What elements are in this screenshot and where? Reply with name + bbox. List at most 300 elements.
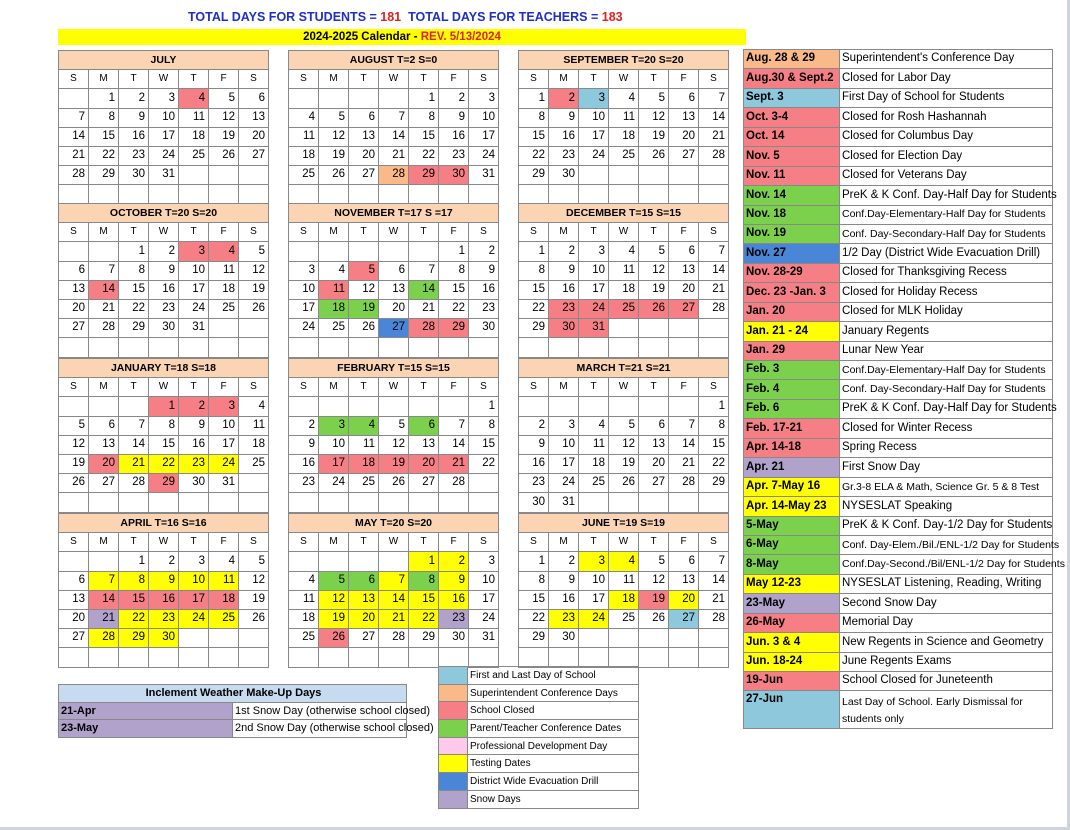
day-cell: 24: [179, 609, 209, 628]
day-cell: 2: [289, 416, 319, 435]
day-cell: 3: [549, 416, 579, 435]
day-cell: 22: [469, 454, 499, 473]
legend-swatch: [439, 684, 468, 702]
day-cell: 29: [409, 629, 439, 648]
day-cell: 30: [469, 319, 499, 338]
day-cell: 15: [699, 435, 729, 454]
day-cell: 5: [609, 416, 639, 435]
day-cell: [289, 648, 319, 667]
weekday-header: S: [59, 223, 89, 242]
day-cell: [469, 474, 499, 493]
day-cell: 18: [609, 590, 639, 609]
day-cell: 19: [639, 127, 669, 146]
day-cell: 8: [469, 416, 499, 435]
event-row: [744, 399, 1053, 418]
event-row: [744, 322, 1053, 341]
day-cell: [379, 648, 409, 667]
day-cell: [119, 397, 149, 416]
event-description: First Day of School for Students: [840, 88, 1053, 107]
day-cell: 17: [579, 127, 609, 146]
day-cell: 26: [319, 629, 349, 648]
event-description: Closed for Holiday Recess: [840, 283, 1053, 302]
day-cell: 8: [119, 261, 149, 280]
day-cell: 27: [669, 146, 699, 165]
event-description: Conf.Day-Second./Bil/ENL-1/2 Day for Students: [840, 555, 1053, 574]
day-cell: 4: [349, 416, 379, 435]
day-cell: [439, 338, 469, 357]
day-cell: [519, 648, 549, 667]
day-cell: 11: [289, 127, 319, 146]
day-cell: 20: [379, 299, 409, 318]
day-cell: [669, 166, 699, 185]
day-cell: 29: [519, 629, 549, 648]
day-cell: [179, 629, 209, 648]
day-cell: [319, 242, 349, 261]
weekday-header: F: [209, 70, 239, 89]
event-date: Feb. 17-21: [744, 419, 840, 438]
day-cell: 19: [239, 280, 269, 299]
day-cell: [409, 493, 439, 512]
day-cell: [119, 338, 149, 357]
day-cell: 7: [379, 571, 409, 590]
day-cell: [59, 185, 89, 204]
day-cell: [349, 493, 379, 512]
day-cell: 25: [319, 319, 349, 338]
day-cell: 1: [409, 89, 439, 108]
event-description: Memorial Day: [840, 613, 1053, 632]
calendar-title: [58, 29, 746, 45]
teachers-total-label: TOTAL DAYS FOR TEACHERS =: [401, 10, 602, 24]
event-date: Jan. 21 - 24: [744, 322, 840, 341]
day-cell: 1: [89, 89, 119, 108]
day-cell: 20: [669, 127, 699, 146]
event-description: June Regents Exams: [840, 652, 1053, 671]
weekday-header: T: [179, 378, 209, 397]
event-date: Apr. 14-18: [744, 438, 840, 457]
day-cell: 19: [209, 127, 239, 146]
day-cell: 1: [699, 397, 729, 416]
weekday-header: M: [319, 70, 349, 89]
day-cell: [519, 338, 549, 357]
day-cell: 16: [439, 590, 469, 609]
day-cell: [119, 493, 149, 512]
day-cell: 9: [289, 435, 319, 454]
day-cell: 4: [239, 397, 269, 416]
day-cell: 25: [179, 146, 209, 165]
event-description: PreK & K Conf. Day-1/2 Day for Students: [840, 516, 1053, 535]
day-cell: 6: [409, 416, 439, 435]
legend-swatch: [439, 667, 468, 685]
event-description: Closed for Rosh Hashannah: [840, 108, 1053, 127]
event-date: 6-May: [744, 535, 840, 554]
weekday-header: W: [149, 378, 179, 397]
day-cell: 7: [669, 416, 699, 435]
day-cell: [89, 648, 119, 667]
weekday-header: T: [409, 70, 439, 89]
day-cell: [89, 185, 119, 204]
event-row: [744, 69, 1053, 88]
day-cell: [319, 397, 349, 416]
day-cell: 3: [179, 242, 209, 261]
day-cell: 2: [439, 552, 469, 571]
day-cell: 29: [439, 319, 469, 338]
day-cell: 9: [149, 571, 179, 590]
weekday-header: S: [239, 223, 269, 242]
weekday-header: T: [579, 223, 609, 242]
weekday-header: M: [89, 533, 119, 552]
day-cell: 21: [59, 146, 89, 165]
weekday-header: F: [439, 70, 469, 89]
day-cell: [209, 185, 239, 204]
day-cell: 14: [699, 571, 729, 590]
day-cell: 4: [209, 242, 239, 261]
day-cell: [579, 629, 609, 648]
month-october: [58, 203, 269, 358]
day-cell: 7: [89, 261, 119, 280]
day-cell: 19: [349, 299, 379, 318]
day-cell: 28: [669, 474, 699, 493]
legend-row: [439, 702, 639, 720]
month-september: [518, 50, 729, 205]
day-cell: 17: [469, 127, 499, 146]
day-cell: 9: [119, 108, 149, 127]
event-row: [744, 691, 1053, 729]
weekday-header: S: [519, 378, 549, 397]
day-cell: 28: [89, 319, 119, 338]
day-cell: [289, 89, 319, 108]
day-cell: [349, 552, 379, 571]
weekday-header: F: [209, 223, 239, 242]
day-cell: 12: [59, 435, 89, 454]
event-row: [744, 224, 1053, 243]
day-cell: 8: [439, 261, 469, 280]
day-cell: 22: [89, 146, 119, 165]
day-cell: [89, 552, 119, 571]
event-date: Apr. 7-May 16: [744, 477, 840, 496]
day-cell: 11: [209, 261, 239, 280]
event-row: [744, 166, 1053, 185]
day-cell: [349, 648, 379, 667]
day-cell: [519, 185, 549, 204]
day-cell: [609, 397, 639, 416]
day-cell: 5: [379, 416, 409, 435]
day-cell: 20: [639, 454, 669, 473]
day-cell: 25: [209, 609, 239, 628]
day-cell: 13: [349, 127, 379, 146]
day-cell: 27: [239, 146, 269, 165]
day-cell: 10: [579, 108, 609, 127]
day-cell: [209, 166, 239, 185]
day-cell: 18: [579, 454, 609, 473]
event-date: Nov. 27: [744, 244, 840, 263]
day-cell: 11: [609, 108, 639, 127]
day-cell: [639, 648, 669, 667]
weekday-header: M: [319, 378, 349, 397]
makeup-days-table: [58, 684, 434, 738]
day-cell: 8: [89, 108, 119, 127]
day-cell: [639, 185, 669, 204]
event-row: [744, 380, 1053, 399]
day-cell: [409, 338, 439, 357]
day-cell: 9: [519, 435, 549, 454]
day-cell: 23: [469, 299, 499, 318]
day-cell: 22: [519, 609, 549, 628]
day-cell: [639, 629, 669, 648]
day-cell: [639, 493, 669, 512]
day-cell: 21: [89, 299, 119, 318]
weekday-header: T: [349, 378, 379, 397]
weekday-header: T: [179, 533, 209, 552]
weekday-header: T: [639, 70, 669, 89]
day-cell: 8: [409, 571, 439, 590]
day-cell: 23: [439, 146, 469, 165]
day-cell: [609, 648, 639, 667]
day-cell: 24: [179, 299, 209, 318]
day-cell: 25: [209, 299, 239, 318]
day-cell: [89, 493, 119, 512]
day-cell: 6: [669, 89, 699, 108]
event-date: Feb. 3: [744, 361, 840, 380]
weekday-header: S: [59, 70, 89, 89]
day-cell: 13: [59, 280, 89, 299]
day-cell: [239, 166, 269, 185]
day-cell: 5: [639, 552, 669, 571]
weekday-header: T: [349, 533, 379, 552]
color-legend: [438, 666, 639, 809]
day-cell: 1: [149, 397, 179, 416]
event-row: [744, 574, 1053, 593]
day-cell: [469, 648, 499, 667]
day-cell: 21: [89, 609, 119, 628]
day-cell: 16: [549, 280, 579, 299]
weekday-header: W: [609, 70, 639, 89]
weekday-header: S: [519, 70, 549, 89]
day-cell: [179, 338, 209, 357]
day-cell: 26: [639, 146, 669, 165]
weekday-header: S: [699, 378, 729, 397]
day-cell: 13: [239, 108, 269, 127]
day-cell: 3: [209, 397, 239, 416]
event-row: [744, 205, 1053, 224]
day-cell: [319, 185, 349, 204]
day-cell: 11: [289, 590, 319, 609]
day-cell: 11: [179, 108, 209, 127]
event-row: [744, 477, 1053, 496]
day-cell: [59, 89, 89, 108]
weekday-header: T: [409, 223, 439, 242]
calendar-title-text: 2024-2025 Calendar -: [303, 31, 421, 43]
day-cell: 24: [579, 299, 609, 318]
day-cell: 17: [579, 590, 609, 609]
day-cell: 31: [549, 493, 579, 512]
event-date: 26-May: [744, 613, 840, 632]
day-cell: 10: [469, 108, 499, 127]
day-cell: [89, 397, 119, 416]
day-cell: 1: [469, 397, 499, 416]
day-cell: 29: [409, 166, 439, 185]
day-cell: [609, 319, 639, 338]
day-cell: 14: [699, 261, 729, 280]
day-cell: 13: [669, 571, 699, 590]
month-may: [288, 513, 499, 668]
day-cell: 14: [379, 127, 409, 146]
event-description: 1/2 Day (District Wide Evacuation Drill): [840, 244, 1053, 263]
day-cell: 5: [639, 242, 669, 261]
day-cell: [239, 319, 269, 338]
weekday-header: T: [639, 223, 669, 242]
day-cell: [349, 397, 379, 416]
day-cell: [699, 629, 729, 648]
day-cell: [609, 629, 639, 648]
day-cell: 4: [209, 552, 239, 571]
day-cell: 9: [469, 261, 499, 280]
month-title: APRIL T=16 S=16: [59, 514, 269, 533]
event-row: [744, 516, 1053, 535]
day-cell: [609, 185, 639, 204]
day-cell: 12: [379, 435, 409, 454]
event-description: Closed for Winter Recess: [840, 419, 1053, 438]
day-cell: 20: [59, 299, 89, 318]
event-description: Conf. Day-Elem./Bil./ENL-1/2 Day for Students: [840, 535, 1053, 554]
day-cell: 21: [409, 299, 439, 318]
day-cell: 13: [669, 108, 699, 127]
event-description: PreK & K Conf. Day-Half Day for Students: [840, 399, 1053, 418]
weekday-header: M: [319, 533, 349, 552]
day-cell: 3: [469, 89, 499, 108]
day-cell: 2: [119, 89, 149, 108]
event-description: Spring Recess: [840, 438, 1053, 457]
day-cell: 27: [669, 299, 699, 318]
day-cell: [59, 338, 89, 357]
day-cell: [609, 338, 639, 357]
day-cell: 11: [609, 571, 639, 590]
teachers-total-value: 183: [601, 10, 623, 24]
day-cell: 8: [409, 108, 439, 127]
day-cell: 12: [319, 127, 349, 146]
day-cell: 2: [549, 89, 579, 108]
day-cell: 25: [289, 166, 319, 185]
weekday-header: W: [609, 223, 639, 242]
day-cell: 5: [59, 416, 89, 435]
day-cell: 3: [579, 89, 609, 108]
day-cell: 28: [59, 166, 89, 185]
day-cell: 24: [149, 146, 179, 165]
event-description: Closed for Labor Day: [840, 69, 1053, 88]
day-cell: 7: [699, 89, 729, 108]
day-cell: 14: [119, 435, 149, 454]
day-cell: 31: [469, 629, 499, 648]
event-row: [744, 147, 1053, 166]
day-cell: 28: [699, 146, 729, 165]
event-description: School Closed for Juneteenth: [840, 672, 1053, 691]
makeup-desc: 2nd Snow Day (otherwise school closed): [233, 720, 407, 738]
day-cell: 20: [89, 454, 119, 473]
day-cell: [669, 397, 699, 416]
day-cell: 3: [289, 261, 319, 280]
day-cell: 9: [439, 108, 469, 127]
legend-label: Parent/Teacher Conference Dates: [468, 720, 639, 738]
legend-row: [439, 755, 639, 773]
legend-row: [439, 790, 639, 808]
day-cell: [699, 166, 729, 185]
day-cell: 28: [699, 609, 729, 628]
day-cell: [319, 338, 349, 357]
day-cell: 28: [699, 299, 729, 318]
event-description: First Snow Day: [840, 458, 1053, 477]
students-total-label: TOTAL DAYS FOR STUDENTS =: [188, 10, 381, 24]
event-row: [744, 497, 1053, 516]
day-cell: 24: [549, 474, 579, 493]
event-description: Closed for Columbus Day: [840, 127, 1053, 146]
day-cell: [699, 493, 729, 512]
day-cell: 12: [209, 108, 239, 127]
month-title: NOVEMBER T=17 S =17: [289, 204, 499, 223]
day-cell: 18: [609, 280, 639, 299]
makeup-title: Inclement Weather Make-Up Days: [59, 685, 407, 703]
weekday-header: S: [699, 223, 729, 242]
day-cell: [379, 397, 409, 416]
month-title: MARCH T=21 S=21: [519, 359, 729, 378]
day-cell: 28: [379, 629, 409, 648]
month-july: [58, 50, 269, 205]
day-cell: [379, 338, 409, 357]
day-cell: 6: [669, 242, 699, 261]
day-cell: 22: [119, 609, 149, 628]
day-cell: 19: [609, 454, 639, 473]
day-cell: 6: [59, 571, 89, 590]
day-cell: 23: [179, 454, 209, 473]
day-cell: 25: [349, 474, 379, 493]
event-row: [744, 186, 1053, 205]
event-description: Closed for MLK Holiday: [840, 302, 1053, 321]
day-cell: [669, 629, 699, 648]
day-cell: 15: [469, 435, 499, 454]
day-cell: 20: [669, 280, 699, 299]
day-cell: [179, 185, 209, 204]
day-cell: 5: [319, 108, 349, 127]
day-cell: 20: [669, 590, 699, 609]
day-cell: 17: [179, 280, 209, 299]
day-cell: 29: [89, 166, 119, 185]
event-row: [744, 535, 1053, 554]
event-row: [744, 652, 1053, 671]
day-cell: 16: [469, 280, 499, 299]
legend-swatch: [439, 737, 468, 755]
weekday-header: F: [669, 223, 699, 242]
day-cell: 21: [699, 127, 729, 146]
day-cell: 6: [379, 261, 409, 280]
day-cell: 2: [149, 242, 179, 261]
weekday-header: W: [379, 223, 409, 242]
event-row: [744, 127, 1053, 146]
weekday-header: F: [669, 533, 699, 552]
weekday-header: T: [409, 378, 439, 397]
event-row: [744, 613, 1053, 632]
day-cell: 28: [379, 166, 409, 185]
day-cell: 15: [149, 435, 179, 454]
day-cell: 22: [439, 299, 469, 318]
day-cell: 16: [289, 454, 319, 473]
month-title: JULY: [59, 51, 269, 70]
day-cell: 7: [119, 416, 149, 435]
day-cell: 4: [179, 89, 209, 108]
day-cell: 7: [59, 108, 89, 127]
event-date: 27-Jun: [744, 691, 840, 729]
day-cell: 5: [239, 242, 269, 261]
day-cell: 18: [349, 454, 379, 473]
day-cell: 27: [89, 474, 119, 493]
event-description: Conf. Day-Secondary-Half Day for Students: [840, 380, 1053, 399]
